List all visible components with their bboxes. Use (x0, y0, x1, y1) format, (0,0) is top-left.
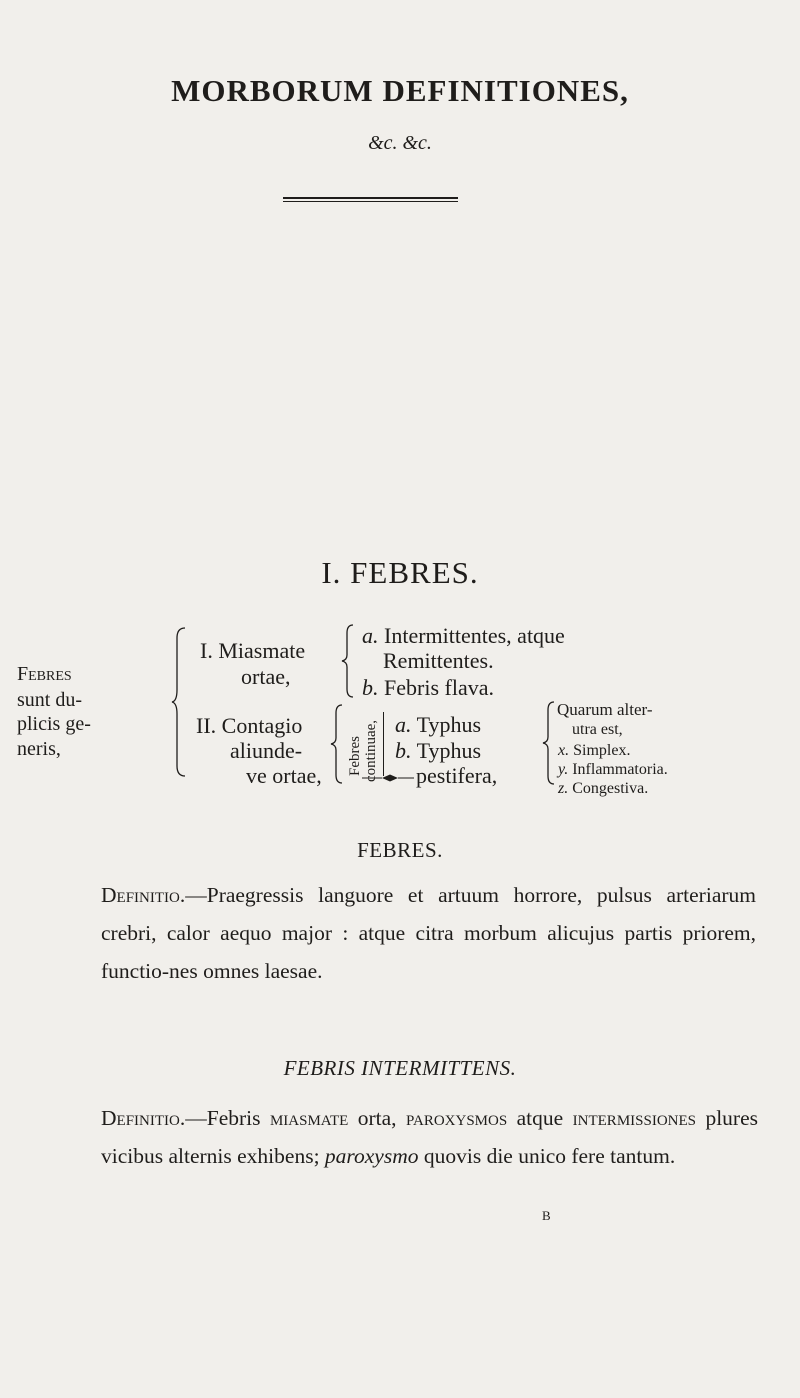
group2-item-b: b. Typhus (395, 738, 482, 763)
divider-rule (283, 201, 458, 202)
subtype-y: y. Inflammatoria. (558, 761, 668, 778)
group1-label: I. Miasmate (200, 638, 306, 663)
divider-rule (283, 197, 458, 199)
group2-label: ve ortae, (246, 763, 322, 788)
group1-item-a-cont: Remittentes. (383, 648, 494, 673)
vertical-label: Febres (347, 736, 363, 776)
signature-mark: B (542, 1208, 551, 1223)
group1-label: ortae, (241, 664, 291, 689)
root-line: sunt du- (17, 689, 82, 711)
intermittens-definition: Definitio.—Febris miasmate orta, paroxysmos atque intermissiones plures vicibus alternis exhibens; paroxysmo quovis die unico fere tantum. (101, 1106, 759, 1168)
page-subtitle: &c. &c. (368, 132, 432, 154)
intermittens-heading: FEBRIS INTERMITTENS. (283, 1056, 517, 1080)
group1-item-b: b. Febris flava. (362, 675, 494, 700)
group2-label: II. Contagio (196, 713, 303, 738)
group1-item-a: a. Intermittentes, atque (362, 623, 565, 648)
group2-brace (330, 703, 344, 785)
group1-brace (339, 623, 355, 699)
ornament-divider (360, 773, 416, 783)
subtype-z: z. Congestiva. (558, 780, 649, 797)
page-title: MORBORUM DEFINITIONES, (171, 73, 629, 108)
subtype-note: utra est, (572, 721, 623, 738)
febres-definition: Definitio.—Praegressis languore et artuum horrore, pulsus arteriarum crebri, calor aequo major : atque citra morbum alicujus partis priorem, functio-nes omnes laesae. (101, 883, 756, 983)
root-brace (171, 626, 187, 778)
definition-label: Definitio. (101, 1106, 186, 1130)
group2-label: aliunde- (230, 738, 303, 763)
vertical-label: continuae, (363, 719, 379, 782)
febres-heading: FEBRES. (357, 838, 443, 862)
bracket-line (383, 712, 384, 776)
group2-item-a: a. Typhus (395, 712, 482, 737)
section-heading: I. FEBRES. (321, 555, 479, 590)
root-line: Febres (17, 663, 72, 685)
root-line: plicis ge- (17, 713, 91, 735)
definition-label: Definitio. (101, 883, 186, 907)
root-line: neris, (17, 738, 61, 760)
subtype-brace (540, 700, 556, 786)
group2-item-b-cont: pestifera, (416, 763, 498, 788)
subtype-x: x. Simplex. (558, 742, 631, 759)
subtype-note: Quarum alter- (557, 700, 653, 719)
